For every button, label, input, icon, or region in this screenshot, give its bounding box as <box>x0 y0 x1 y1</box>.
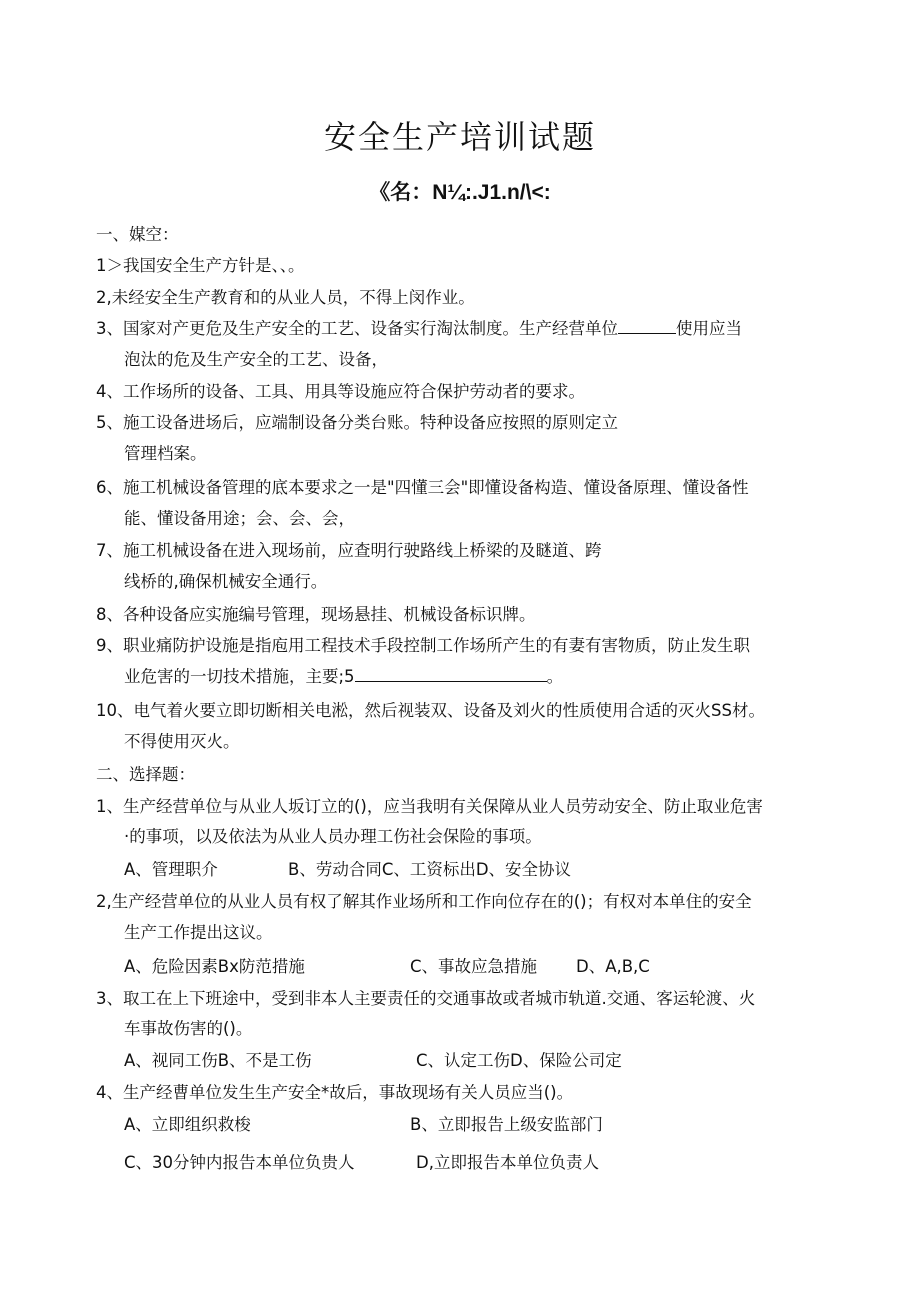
question-2-1: 1、生产经营单位与从业人坂订立的()，应当我明有关保障从业人员劳动安全、防止取业危害 <box>96 797 763 816</box>
question-1-2: 2,未经安全生产教育和的从业人员，不得上闵作业。 <box>96 288 475 307</box>
question-1-9-text: 业危害的一切技术措施，主要;5 <box>124 667 355 686</box>
question-1-6-cont: 能、懂设备用途；会、会、会， <box>124 509 355 528</box>
section1-heading: 一、媒空： <box>96 225 179 244</box>
question-1-1: 1＞我国安全生产方针是、、。 <box>96 256 305 275</box>
question-1-7-cont: 线桥的,确保机械安全通行。 <box>124 572 328 591</box>
answer-blank <box>618 319 676 334</box>
question-2-4: 4、生产经曹单位发生生产安全*故后，事故现场有关人员应当()。 <box>96 1083 574 1102</box>
question-2-1-cont: ·的事项，以及依法为从业人员办理工伤社会保险的事项。 <box>124 827 542 846</box>
answer-blank <box>355 667 547 682</box>
question-1-4: 4、工作场所的设备、工具、用具等设施应符合保护劳动者的要求。 <box>96 382 585 401</box>
question-2-1-options-bcd: B、劳动合同C、工资标出D、安全协议 <box>288 860 572 879</box>
question-1-8: 8、各种设备应实施编号管理，现场悬挂、机械设备标识牌。 <box>96 605 536 624</box>
question-1-10: 10、电气着火要立即切断相关电淞，然后视装双、设备及刘火的性质使用合适的灭火SS材。 <box>96 701 765 720</box>
question-1-3-tail: 使用应当 <box>676 319 742 338</box>
question-2-4-option-a: A、立即组织救梭 <box>124 1115 251 1134</box>
question-1-5: 5、施工设备进场后，应端制设备分类台账。特种设备应按照的原则定立 <box>96 413 618 432</box>
question-2-3-cont: 车事故伤害的()。 <box>124 1019 253 1038</box>
question-2-2-option-ab: A、危险因素Bx防范措施 <box>124 957 305 976</box>
question-2-2: 2,生产经营单位的从业人员有权了解其作业场所和工作向位存在的()；有权对本单住的安全 <box>96 892 752 911</box>
question-1-9: 9、职业痛防护设施是指庖用工程技术手段控制工作场所产生的有妻有害物质，防止发生职 <box>96 636 750 655</box>
question-1-7: 7、施工机械设备在进入现场前，应查明行驶路线上桥梁的及瞇道、跨 <box>96 541 602 560</box>
question-2-3-option-ab: A、视同工伤B、不是工伤 <box>124 1051 312 1070</box>
question-2-3: 3、取工在上下班途中，受到非本人主要责任的交通事故或者城市轨道.交通、客运轮渡、火 <box>96 989 756 1008</box>
question-2-4-option-b: B、立即报告上级安监部门 <box>410 1115 603 1134</box>
question-2-4-option-c: C、30分钟内报告本单位负贵人 <box>124 1153 355 1172</box>
question-2-2-option-c: C、事故应急措施 <box>410 957 538 976</box>
question-1-10-cont: 不得使用灭火。 <box>124 732 240 751</box>
question-2-4-option-d: D,立即报告本单位负责人 <box>416 1153 599 1172</box>
question-2-2-option-d: D、A,B,C <box>576 957 650 976</box>
question-1-3 <box>96 318 836 340</box>
question-1-6: 6、施工机械设备管理的底本要求之一是"四懂三会"即懂设备构造、懂设备原理、懂设备性 <box>96 478 749 497</box>
page-title: 安全生产培训试题 <box>323 118 596 156</box>
question-1-3-text: 3、国家对产更危及生产安全的工艺、设备实行淘汰制度。生产经营单位 <box>96 319 618 338</box>
question-1-9-cont <box>124 666 864 688</box>
question-1-9-tail: 。 <box>546 667 564 686</box>
question-1-5-cont: 管理档案。 <box>124 444 207 463</box>
question-2-1-option-a: A、管理职介 <box>124 860 218 879</box>
section2-heading: 二、选择题： <box>96 765 195 784</box>
question-1-3-cont: 泡汰的危及生产安全的工艺、设备， <box>124 350 388 369</box>
question-2-3-option-cd: C、认定工伤D、保险公司定 <box>416 1051 622 1070</box>
name-line: 《名：N¼:.J1.n/\<: <box>369 181 551 204</box>
question-2-2-cont: 生产工作提出这议。 <box>124 923 273 942</box>
